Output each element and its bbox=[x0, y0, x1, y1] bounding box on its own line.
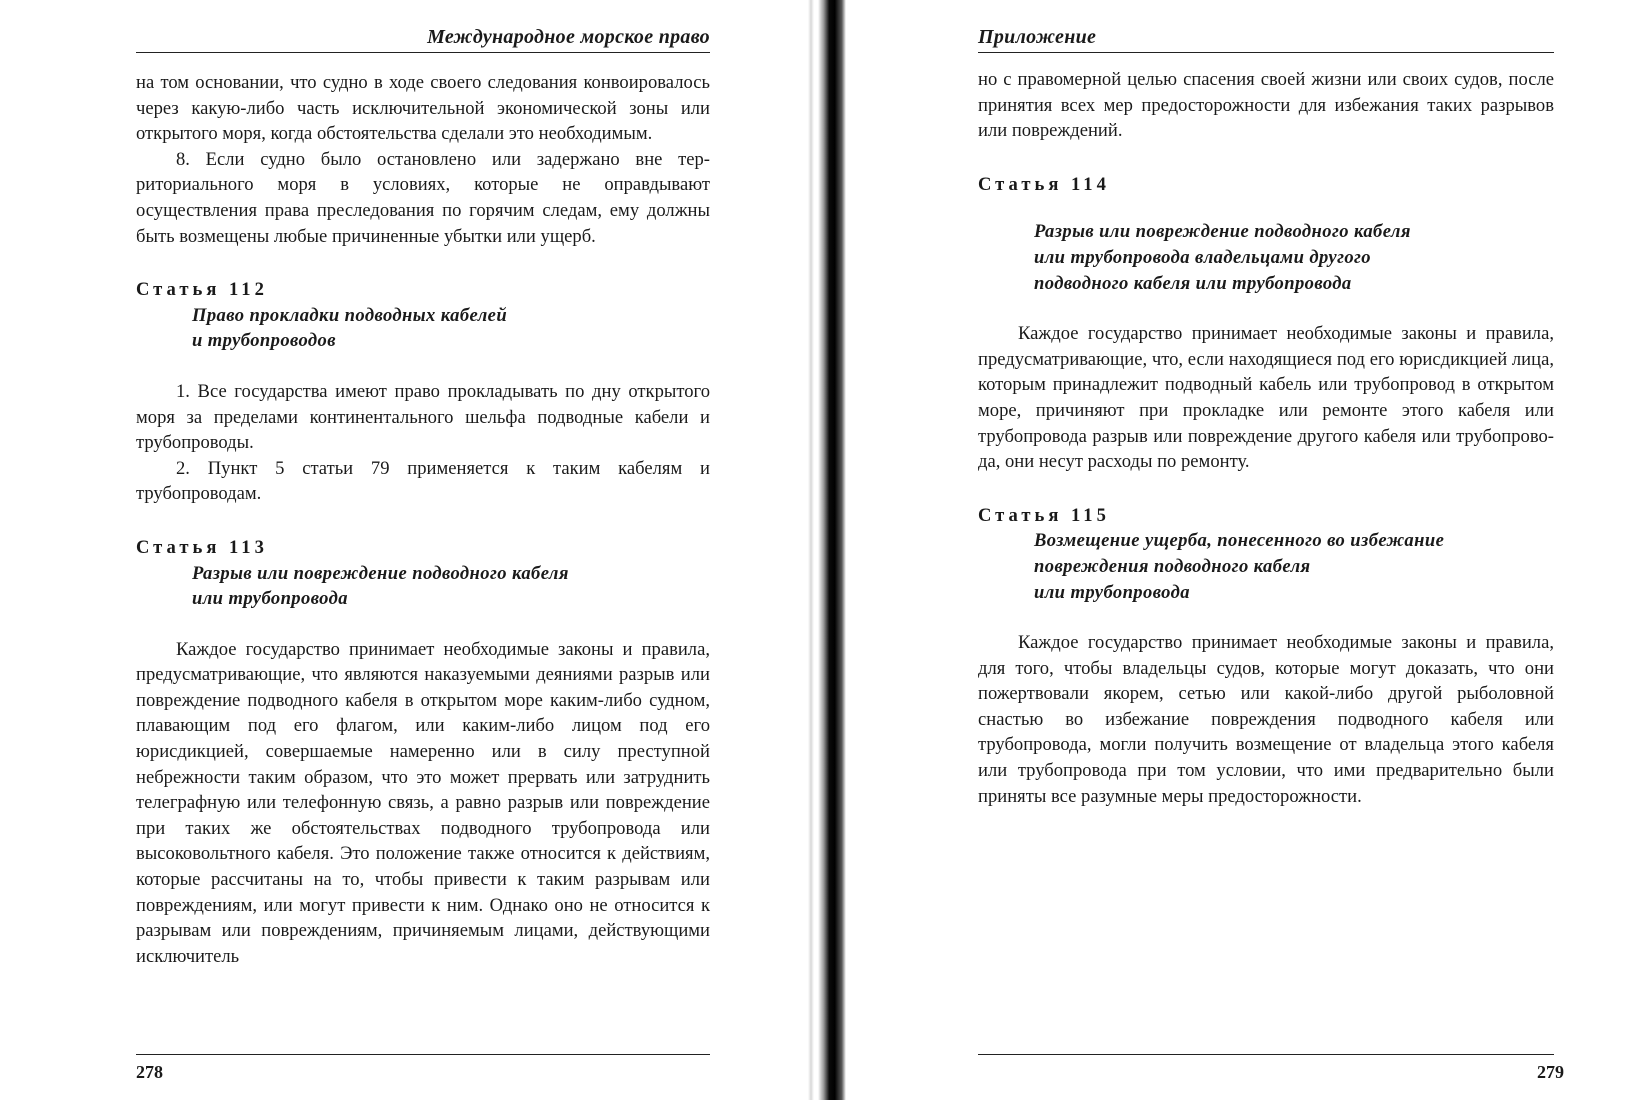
page-body bbox=[136, 70, 710, 969]
article-title-line: подводного кабеля или трубопровода bbox=[1034, 272, 1352, 294]
paragraph: на том основании, что судно в ходе своего следования конвоировалось через какую-либо часть исключительной экономической зоны или открытого моря, когда обстоятельства сделали это необходимым. bbox=[136, 72, 710, 145]
page-number: 278 bbox=[136, 1062, 163, 1082]
article-title bbox=[1034, 528, 1554, 605]
article-heading: Статья 113 bbox=[136, 536, 268, 558]
article-title-line: Возмещение ущерба, понесенного во избежание bbox=[1034, 530, 1445, 552]
paragraph: 1. Все государства имеют право прокладывать по дну открытого моря за пределами континентального шельфа подводные кабели и трубопроводы. bbox=[136, 380, 710, 454]
article-title-line: Право прокладки подводных кабелей bbox=[192, 304, 508, 326]
book-spine-shadow bbox=[818, 0, 846, 1100]
page-number: 279 bbox=[1537, 1062, 1564, 1082]
article-title bbox=[192, 561, 710, 612]
article-title-line: Разрыв или повреждение подводного кабеля bbox=[192, 562, 569, 584]
left-page bbox=[136, 0, 710, 1100]
paragraph: 2. Пункт 5 статьи 79 применяется к таким кабелям и трубопроводам. bbox=[136, 457, 710, 505]
article-heading: Статья 112 bbox=[136, 279, 268, 301]
article-heading: Статья 114 bbox=[978, 173, 1110, 195]
article-title bbox=[1034, 219, 1554, 296]
paragraph: но с правомерной целью спасения своей жизни или своих судов, после принятия всех мер предосторожности для избежания таких разрывов или повреждений. bbox=[978, 69, 1554, 142]
page-gutter bbox=[808, 0, 814, 1100]
article-title-line: Разрыв или повреждение подводного кабеля bbox=[1034, 221, 1411, 243]
footer-rule bbox=[136, 1054, 710, 1055]
running-head: Приложение bbox=[978, 26, 1097, 48]
header-rule bbox=[978, 52, 1554, 53]
article-title-line: и трубопроводов bbox=[192, 330, 336, 352]
footer-rule bbox=[978, 1054, 1554, 1055]
paragraph: Каждое государство принимает необходимые законы и правила, для того, чтобы владельцы судов, которые могут доказать, что они пожертвовали якорем, сетью или какой-либо другой рыболовной снастью во избежание повреждения подводного кабеля или трубопровода, могли получить возмещение от владельца этого кабеля или трубопровода при том условии, что ими предварительно были приняты все разумные меры предосторожности. bbox=[978, 632, 1554, 807]
paragraph: Каждое государство принимает необходимые законы и правила, предусматривающие, что, если находящиеся под его юрисдикцией лица, которым принадлежит подводный кабель или трубопровод в открытом море, причиняют при прокладке или ремонте этого кабеля или трубопровода разрыв или повреждение другого кабеля или трубопровода, они несут расходы по ремонту. bbox=[978, 323, 1554, 473]
article-title-line: или трубопровода bbox=[1034, 581, 1190, 603]
article-heading: Статья 115 bbox=[978, 504, 1110, 526]
right-page bbox=[978, 0, 1564, 1100]
paragraph: 8. Если судно было остановлено или задержано вне территориального моря в условиях, которые не оправдывают осуществления права преследования по горячим следам, ему должны быть возмещены любые причиненные убытки или ущерб. bbox=[136, 148, 710, 247]
article-title-line: или трубопровода владельцами другого bbox=[1034, 246, 1372, 268]
article-title bbox=[192, 303, 710, 354]
article-title-line: или трубопровода bbox=[192, 588, 348, 610]
article-title-line: повреждения подводного кабеля bbox=[1034, 555, 1311, 577]
header-rule bbox=[136, 52, 710, 53]
running-head: Международное морское право bbox=[427, 26, 710, 48]
page-body bbox=[978, 67, 1554, 809]
paragraph: Каждое государство принимает необходимые законы и правила, предусматривающие, что являются наказуемыми деяниями разрыв или повреждение подводного кабеля в открытом море каким-либо судном, плавающим под его флагом, или каким-либо лицом под его юрисдикцией, совершаемые намеренно или в силу преступной небрежности таким образом, что это может прервать или затруднить телеграфную или телефонную связь, а равно разрыв или повреждение при таких же обстоятельствах подводного трубопровода или высоковольтного кабеля. Это положение также относится к действиям, которые рассчитаны на то, чтобы привести к таким разрывам или повреждениям, или могут привести к ним. Однако оно не относится к разрывам или повреждениям, причиняемым лицами, действующими исключитель bbox=[136, 638, 710, 967]
